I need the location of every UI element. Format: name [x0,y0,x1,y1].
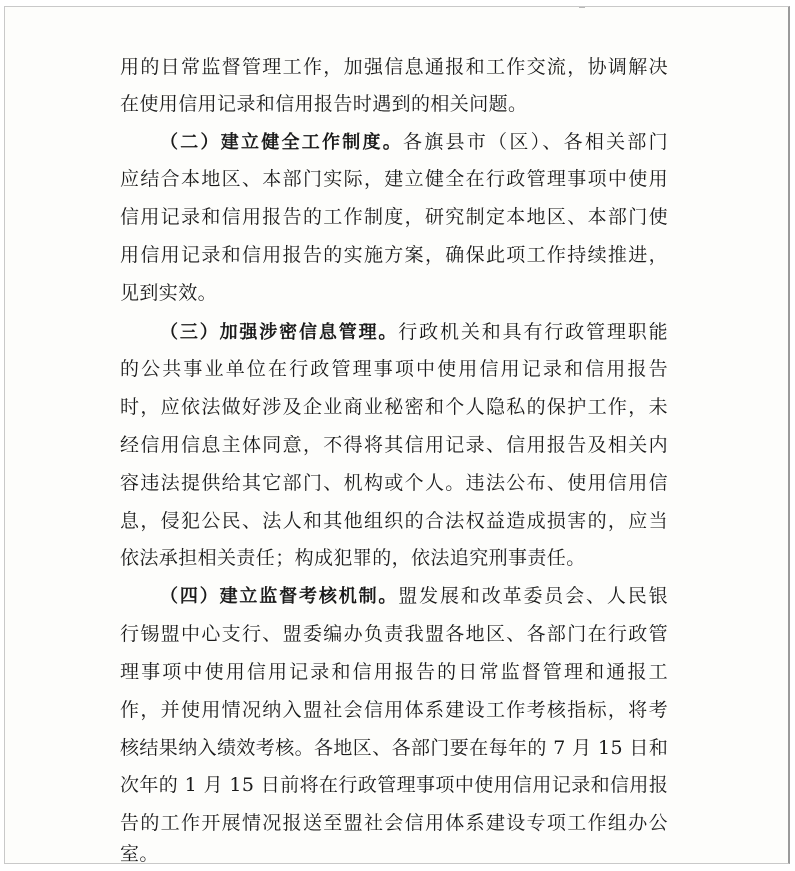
text-line: 经信用信息主体同意，不得将其信用记录、信用报告及相关内 [120,434,668,456]
text-line: 应结合本地区、本部门实际，建立健全在行政管理事项中使用 [120,168,668,190]
text-line: 信用记录和信用报告的工作制度，研究制定本地区、本部门使 [120,206,668,228]
section-4-heading: （四）建立监督考核机制。 [160,586,399,607]
text-line: 的公共事业单位在行政管理事项中使用信用记录和信用报告 [120,358,668,380]
section-2-heading: （二）建立健全工作制度。 [160,132,404,153]
section-2-first-line [160,125,668,159]
section-3-first-line [160,315,668,349]
text-line: 用信用记录和信用报告的实施方案，确保此项工作持续推进， [120,244,668,266]
text-line: 用的日常监督管理工作，加强信息通报和工作交流，协调解决 [120,56,668,78]
text-line: 各旗县市（区）、各相关部门 [403,131,668,153]
text-line: 作，并使用情况纳入盟社会信用体系建设工作考核指标，将考 [120,699,668,721]
text-line: 理事项中使用信用记录和信用报告的日常监督管理和通报工 [120,661,668,683]
text-line: 核结果纳入绩效考核。各地区、各部门要在每年的 7 月 15 日和 [120,737,669,759]
text-line: 依法承担相关责任；构成犯罪的，依法追究刑事责任。 [120,547,586,569]
text-line: 盟发展和改革委员会、人民银 [398,585,668,607]
section-3-heading: （三）加强涉密信息管理。 [160,322,399,343]
text-line: 在使用信用记录和信用报告时遇到的相关问题。 [120,93,528,115]
text-line: 行锡盟中心支行、盟委编办负责我盟各地区、各部门在行政管 [120,623,668,645]
text-line: 容违法提供给其它部门、机构或个人。违法公布、使用信用信 [120,472,668,494]
section-4-first-line [160,579,668,613]
text-line: 告的工作开展情况报送至盟社会信用体系建设专项工作组办公 [120,812,668,834]
text-line: 息，侵犯公民、法人和其他组织的合法权益造成损害的，应当 [120,510,668,532]
text-line: 次年的 1 月 15 日前将在行政管理事项中使用信用记录和信用报 [120,774,669,796]
text-line: 室。 [120,843,159,865]
text-line: 行政机关和具有行政管理职能 [398,321,668,343]
text-line: 见到实效。 [120,282,218,304]
text-line: 时，应依法做好涉及企业商业秘密和个人隐私的保护工作，未 [120,396,668,418]
